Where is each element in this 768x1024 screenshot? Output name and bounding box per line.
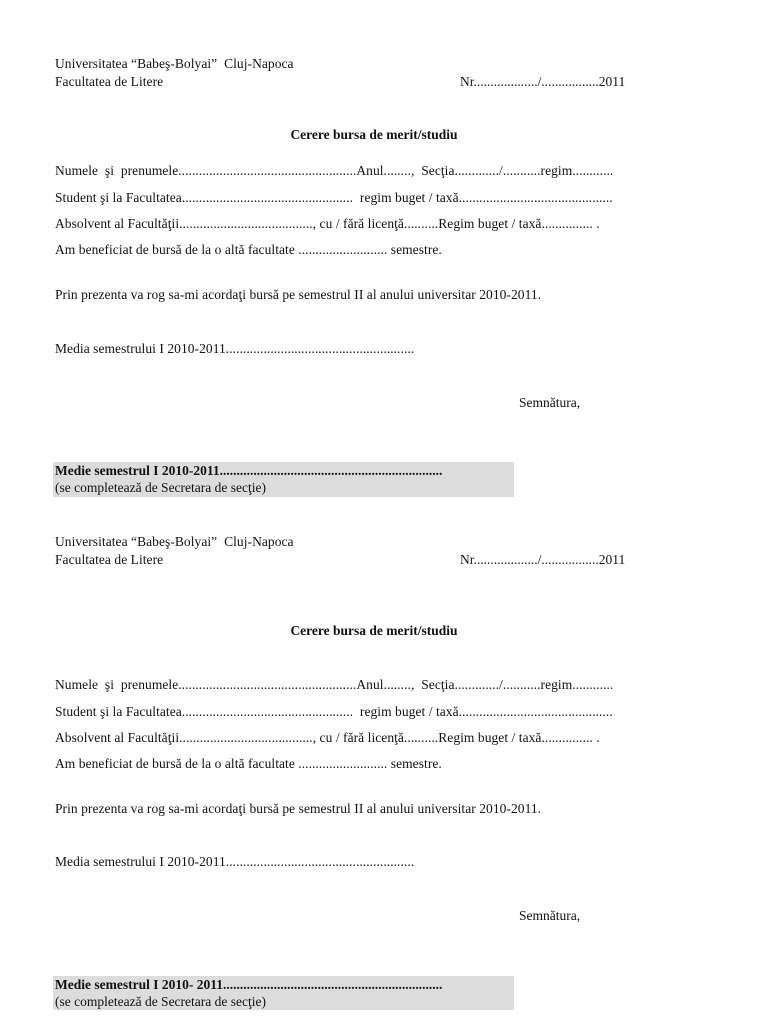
name-row: Numele şi prenumele....................................................Anul........, Secţia............./...........regim............ <box>55 163 614 178</box>
signature-label: Semnătura, <box>519 908 581 923</box>
registration-number: Nr.................../.................2011 <box>460 552 626 567</box>
form-title: Cerere bursa de merit/studiu <box>290 623 458 638</box>
secretary-box <box>53 976 514 1010</box>
university-name: Universitatea “Babeş-Bolyai” Cluj-Napoca <box>55 534 294 549</box>
signature-label: Semnătura, <box>519 395 581 410</box>
student-row: Student şi la Facultatea.................................................. regim buget / taxă............................................. <box>55 190 613 205</box>
name-row: Numele şi prenumele....................................................Anul........, Secţia............./...........regim............ <box>55 677 614 692</box>
secretary-note: (se completează de Secretara de secţie) <box>55 994 266 1009</box>
request-text: Prin prezenta va rog sa-mi acordaţi bursă pe semestrul II al anului universitar 2010-2011. <box>55 801 542 816</box>
other-faculty-row: Am beneficiat de bursă de la o altă facultate .......................... semestre. <box>55 756 442 771</box>
absolvent-row: Absolvent al Facultăţii......................................., cu / fără licenţă..........Regim buget / taxă............... . <box>55 730 600 745</box>
secretary-box <box>53 462 514 497</box>
form-title: Cerere bursa de merit/studiu <box>290 127 458 142</box>
average-row: Media semestrului I 2010-2011....................................................... <box>55 341 415 356</box>
secretary-average: Medie semestrul I 2010- 2011................................................................. <box>55 977 443 992</box>
faculty-name: Facultatea de Litere <box>55 552 164 567</box>
secretary-average: Medie semestrul I 2010-2011.................................................................. <box>55 463 443 478</box>
registration-number: Nr.................../.................2011 <box>460 74 626 89</box>
other-faculty-row: Am beneficiat de bursă de la o altă facultate .......................... semestre. <box>55 242 442 257</box>
secretary-note: (se completează de Secretara de secţie) <box>55 480 266 495</box>
request-text: Prin prezenta va rog sa-mi acordaţi bursă pe semestrul II al anului universitar 2010-2011. <box>55 287 542 302</box>
faculty-name: Facultatea de Litere <box>55 74 164 89</box>
university-name: Universitatea “Babeş-Bolyai” Cluj-Napoca <box>55 56 294 71</box>
absolvent-row: Absolvent al Facultăţii......................................., cu / fără licenţă..........Regim buget / taxă............... . <box>55 216 600 231</box>
student-row: Student şi la Facultatea.................................................. regim buget / taxă............................................. <box>55 704 613 719</box>
average-row: Media semestrului I 2010-2011....................................................... <box>55 854 415 869</box>
